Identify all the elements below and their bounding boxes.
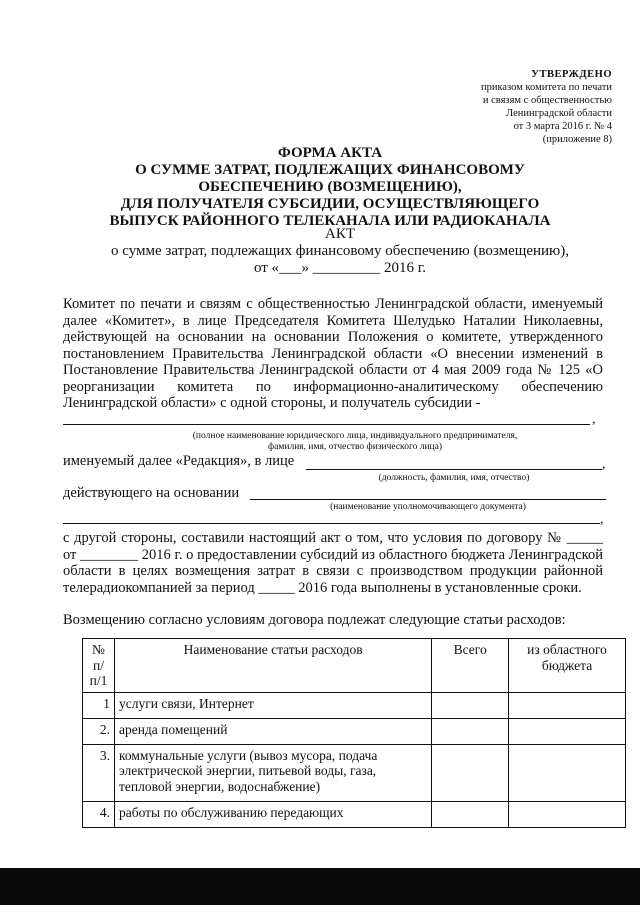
approval-line: (приложение 8): [542, 134, 612, 145]
form-title-line: ДЛЯ ПОЛУЧАТЕЛЯ СУБСИДИИ, ОСУЩЕСТВЛЯЮЩЕГО: [120, 196, 540, 212]
row-total-cell: [432, 744, 509, 801]
form-title-line: О СУММЕ ЗАТРАТ, ПОДЛЕЖАЩИХ ФИНАНСОВОМУ: [135, 162, 525, 178]
act-heading: [100, 226, 580, 277]
row-expense-name: работы по обслуживанию передающих: [114, 801, 431, 827]
act-subtitle: о сумме затрат, подлежащих финансовому обеспечению (возмещению),: [110, 243, 569, 259]
approval-line: Ленинградской области: [506, 108, 612, 119]
row-number: 4.: [83, 801, 115, 827]
table-header-row: [83, 639, 626, 693]
table-row: [83, 718, 626, 744]
position-line: [306, 469, 602, 470]
act-date-line: от «___» _________ 2016 г.: [253, 260, 427, 276]
row-budget-cell: [509, 801, 626, 827]
agreement-paragraph: с другой стороны, составили настоящий акт о том, что условия по договору № _____ от ________ 2016 г. о предоставлении субсидий из областного бюджета Ленинградской области в целях возмещения затрат в связи с производством продукции районной телерадиокомпанией за период _____ 2016 года выполнены в установленные сроки.: [63, 530, 603, 596]
expenses-table: [82, 638, 626, 828]
row-expense-name: коммунальные услуги (вывоз мусора, подача электрической энергии, питьевой воды, газа, тепловой энергии, водоснабжение): [114, 744, 431, 801]
entity-name-line: [63, 424, 590, 425]
approval-title: УТВЕРЖДЕНО: [531, 69, 612, 80]
comma: ,: [592, 412, 596, 427]
header-number: № п/п/1: [83, 639, 115, 693]
comma: ,: [600, 512, 604, 527]
approval-stamp: [481, 68, 612, 146]
document-line: [250, 499, 606, 500]
reimbursement-line: Возмещению согласно условиям договора подлежат следующие статьи расходов:: [63, 612, 566, 628]
comma: ,: [602, 457, 606, 472]
position-note: (должность, фамилия, имя, отчество): [378, 473, 530, 483]
row-expense-name: услуги связи, Интернет: [114, 692, 431, 718]
form-title: [90, 145, 570, 230]
act-title: АКТ: [325, 226, 355, 242]
row-expense-name: аренда помещений: [114, 718, 431, 744]
table-row: [83, 801, 626, 827]
intro-paragraph: Комитет по печати и связям с общественностью Ленинградской области, именуемый далее «Комитет», в лице Председателя Комитета Шелудько Наталии Николаевны, действующей на основании на основании Положения о комитете, утвержденного постановлением Правительства Ленинградской области «О внесении изменений в Постановление Правительства Ленинградской области от 4 мая 2009 года № 125 «О реорганизации комитета по информационно-аналитическому обеспечению Ленинградской области» с одной стороны, и получатель субсидии -: [63, 296, 603, 411]
editorial-label: именуемый далее «Редакция», в лице: [63, 453, 295, 469]
header-expense-name: Наименование статьи расходов: [114, 639, 431, 693]
entity-note-line: (полное наименование юридического лица, индивидуального предпринимателя,: [192, 431, 518, 441]
scan-bottom-edge: [0, 868, 640, 905]
row-total-cell: [432, 692, 509, 718]
approval-line: от 3 марта 2016 г. № 4: [513, 121, 612, 132]
row-budget-cell: [509, 718, 626, 744]
row-budget-cell: [509, 692, 626, 718]
entity-note: [120, 431, 590, 453]
document-note: (наименование уполномочивающего документа): [330, 502, 526, 512]
header-total: Всего: [432, 639, 509, 693]
form-title-line: ФОРМА АКТА: [277, 145, 383, 161]
row-number: 2.: [83, 718, 115, 744]
form-title-line: ОБЕСПЕЧЕНИЮ (ВОЗМЕЩЕНИЮ),: [198, 179, 462, 195]
table-row: [83, 744, 626, 801]
row-budget-cell: [509, 744, 626, 801]
header-regional-budget: из областного бюджета: [509, 639, 626, 693]
document-continuation-line: [63, 523, 600, 524]
entity-note-line: фамилия, имя, отчество физического лица): [267, 442, 443, 452]
basis-label: действующего на основании: [63, 485, 240, 501]
table-row: [83, 692, 626, 718]
approval-line: и связям с общественностью: [482, 95, 612, 106]
row-total-cell: [432, 801, 509, 827]
form-title-line: ВЫПУСК РАЙОННОГО ТЕЛЕКАНАЛА ИЛИ РАДИОКАНАЛА: [109, 213, 551, 229]
row-number: 1: [83, 692, 115, 718]
approval-line: приказом комитета по печати: [480, 82, 612, 93]
row-number: 3.: [83, 744, 115, 801]
row-total-cell: [432, 718, 509, 744]
